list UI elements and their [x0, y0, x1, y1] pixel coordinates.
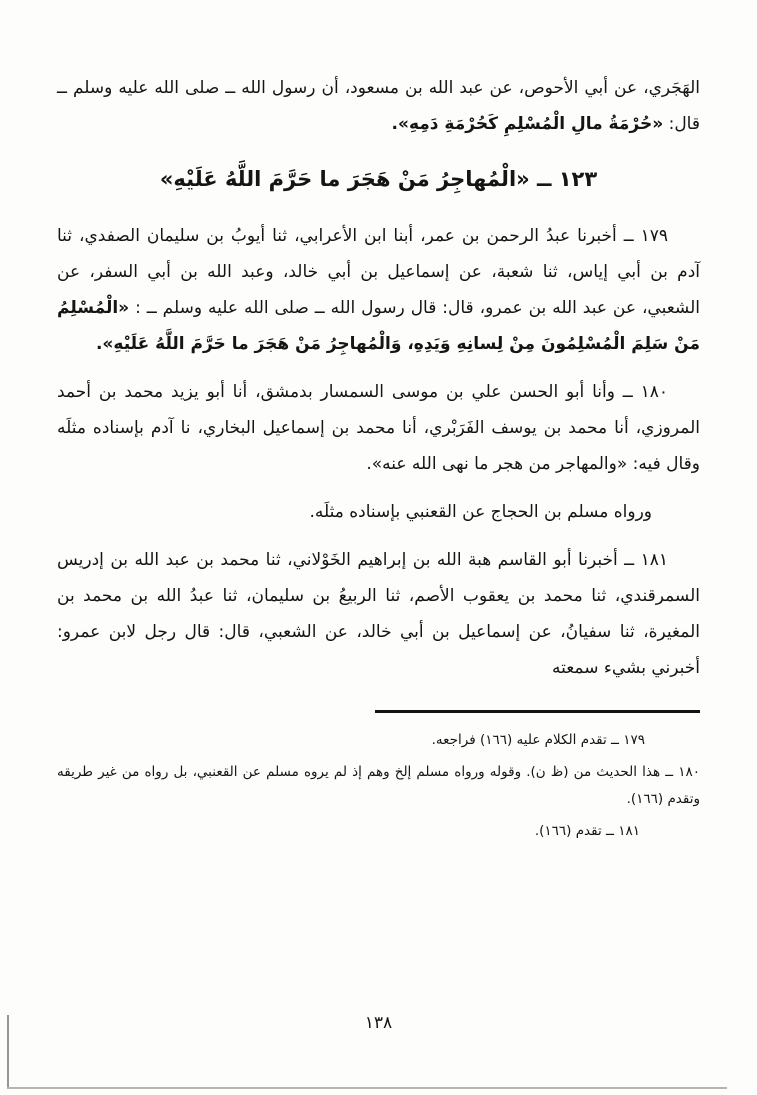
intro-paragraph-text: الهَجَري، عن أبي الأحوص، عن عبد الله بن مسعود، أن رسول الله ــ صلى الله عليه وسلم ــ قال: [57, 78, 700, 134]
hadith-179-isnad: ١٧٩ ــ أخبرنا عبدُ الرحمن بن عمر، أبنا ابن الأعرابي، ثنا أيوبُ بن سليمان الصفدي، ثنا آدم بن أبي إياس، ثنا شعبة، عن إسماعيل بن أبي خالد، وعبد الله بن أبي السفر، عن الشعبي، عن عبد الله بن عمرو، قال: قال رسول الله ــ صلى الله عليه وسلم ــ : [57, 226, 700, 318]
hadith-180-paragraph: ١٨٠ ــ وأنا أبو الحسن علي بن موسى السمسار بدمشق، أنا أبو يزيد محمد بن أحمد المروزي، أنا محمد بن يوسف الفَرَبْري، أنا محمد بن إسماعيل البخاري، نا آدم بإسناده مثلَه وقال فيه: «والمهاجر من هجر ما نهى الله عنه». [57, 382, 700, 474]
page-number: ١٣٨ [364, 1013, 393, 1033]
footnote-180: ١٨٠ ــ هذا الحديث من (ظ ن). وقوله ورواه مسلم إلخ وهم إذ لم يروه مسلم عن القعنبي، بل رواه من غير طريقه وتقدم (١٦٦). [57, 764, 700, 807]
footnote-179: ١٧٩ ــ تقدم الكلام عليه (١٦٦) فراجعه. [431, 732, 645, 748]
hadith-179-paragraph [57, 218, 700, 362]
hadith-181-paragraph: ١٨١ ــ أخبرنا أبو القاسم هبة الله بن إبراهيم الخَوْلاني، ثنا محمد بن عبد الله بن إدريس السمرقندي، ثنا محمد بن يعقوب الأصم، ثنا الربيعُ بن سليمان، ثنا عبدُ الله بن محمد بن المغيرة، ثنا سفيانُ، عن إسماعيل بن أبي خالد، عن الشعبي، قال: قال رجل لابن عمرو: أخبرني بشيء سمعته [57, 550, 700, 678]
intro-paragraph [57, 70, 700, 142]
chapter-heading: ١٢٣ ــ «الْمُهاجِرُ مَنْ هَجَرَ ما حَرَّمَ اللَّهُ عَلَيْهِ» [159, 167, 598, 191]
footnotes-section [0, 710, 757, 845]
narration-note-line: ورواه مسلم بن الحجاج عن القعنبي بإسناده مثلَه. [309, 502, 652, 522]
scan-edge-artifact-left [7, 1015, 9, 1089]
scan-edge-artifact-bottom [7, 1087, 727, 1089]
intro-paragraph-quote: «حُرْمَةُ مالِ الْمُسْلِمِ كَحُرْمَةِ دَمِهِ». [391, 114, 664, 134]
hadith-179-matn: «الْمُسْلِمُ مَنْ سَلِمَ الْمُسْلِمُونَ مِنْ لِسانِهِ وَيَدِهِ، وَالْمُهاجِرُ مَنْ هَجَرَ ما حَرَّمَ اللَّهُ عَلَيْهِ». [57, 298, 700, 354]
footnote-181: ١٨١ ــ تقدم (١٦٦). [534, 823, 640, 839]
footnote-separator-rule [375, 710, 700, 713]
